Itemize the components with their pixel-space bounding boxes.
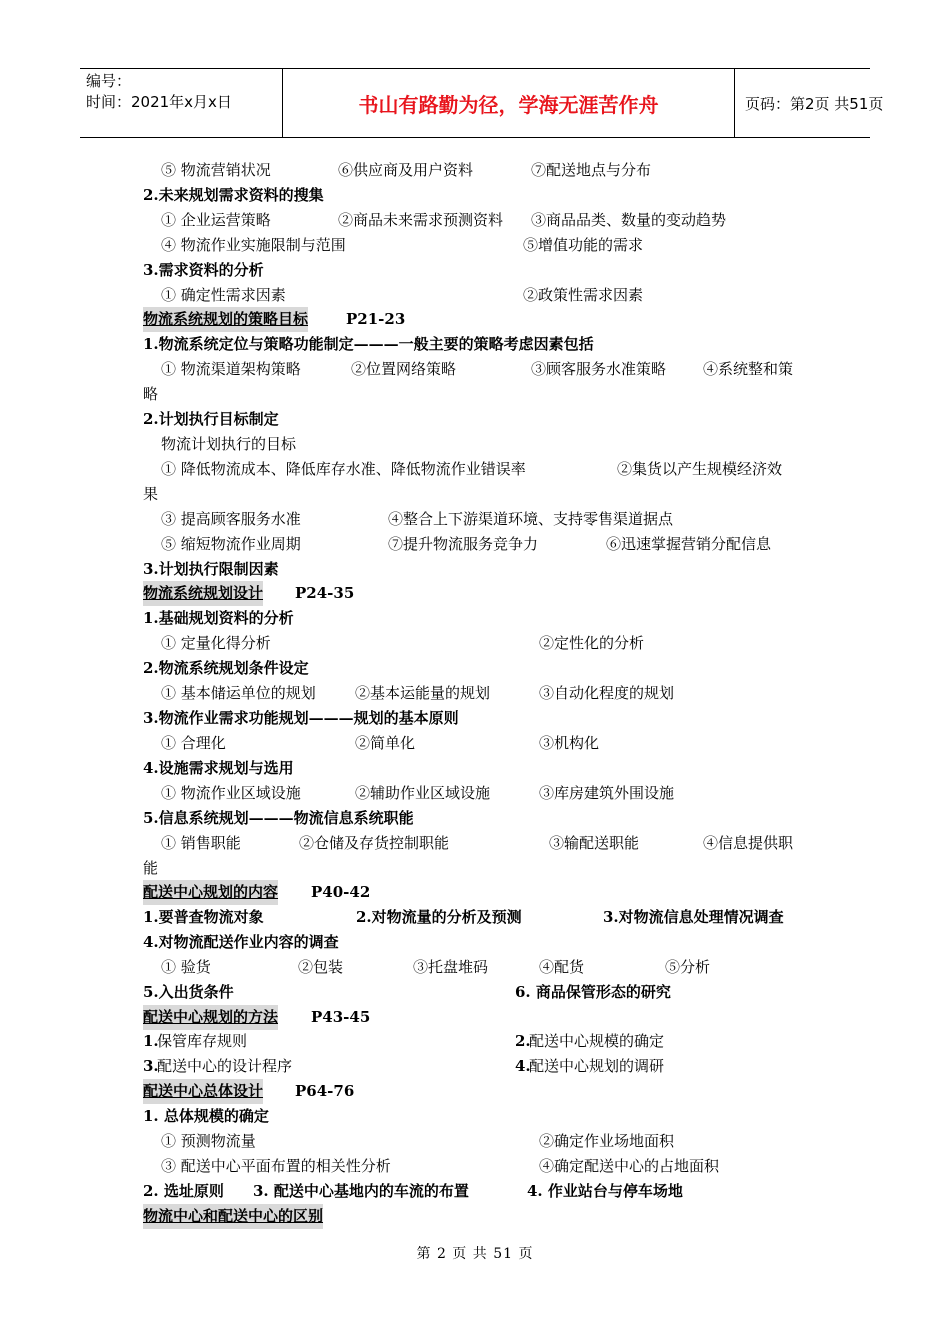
line-item: ②确定作业场地面积 (539, 1132, 675, 1150)
page-header (80, 68, 884, 138)
line-item: ④配货 (539, 958, 585, 976)
line-item: ④信息提供职 (703, 834, 794, 852)
header-left-cell (80, 69, 283, 137)
line-item: 5.入出货条件 (143, 983, 234, 1001)
page-reference: P40-42 (311, 883, 371, 901)
line-item: 3.物流作业需求功能规划———规划的基本原则 (143, 709, 459, 727)
line-item: 1.基础规划资料的分析 (143, 609, 294, 627)
line-item: ① 确定性需求因素 (161, 286, 286, 304)
line-item: ④确定配送中心的占地面积 (539, 1157, 720, 1175)
line-item: ②定性化的分析 (539, 634, 645, 652)
section-heading: 配送中心总体设计 (143, 1079, 263, 1104)
line-item: 3.对物流信息处理情况调查 (603, 908, 784, 926)
line-item: ②仓储及存货控制职能 (299, 834, 450, 852)
line-item: ④ 物流作业实施限制与范围 (161, 236, 346, 254)
line-item: 4. (515, 1057, 531, 1075)
line-item: ②辅助作业区域设施 (355, 784, 491, 802)
line-item: ① 合理化 (161, 734, 226, 752)
line-item: ②包装 (298, 958, 344, 976)
section-heading: 物流系统规划设计 (143, 581, 263, 606)
line-item: ②商品未来需求预测资料 (338, 211, 504, 229)
line-item: ③ 配送中心平面布置的相关性分析 (161, 1157, 391, 1175)
line-item: 2.未来规划需求资料的搜集 (143, 186, 324, 204)
line-item: ⑦提升物流服务竞争力 (388, 535, 539, 553)
line-item: ③自动化程度的规划 (539, 684, 675, 702)
line-item: 2.计划执行目标制定 (143, 410, 279, 428)
line-item: ③机构化 (539, 734, 600, 752)
line-item: ②简单化 (355, 734, 416, 752)
line-item: ⑤ 缩短物流作业周期 (161, 535, 301, 553)
line-item: 4.设施需求规划与选用 (143, 759, 294, 777)
line-item: ① 验货 (161, 958, 211, 976)
time-label: 时间：2021年x月x日 (86, 93, 232, 111)
line-item: 略 (143, 385, 159, 403)
line-item: ① 企业运营策略 (161, 211, 271, 229)
line-item: 物流计划执行的目标 (161, 435, 297, 453)
line-item: 2. (515, 1032, 531, 1050)
page-reference: P24-35 (295, 584, 355, 602)
line-item: ⑤分析 (665, 958, 711, 976)
line-item: ③商品品类、数量的变动趋势 (531, 211, 727, 229)
line-item: 配送中心规划的调研 (529, 1057, 665, 1075)
number-label: 编号： (86, 72, 132, 90)
line-item: 配送中心规模的确定 (529, 1032, 665, 1050)
line-item: 能 (143, 859, 159, 877)
line-item: 3.计划执行限制因素 (143, 560, 279, 578)
line-item: ⑤增值功能的需求 (523, 236, 644, 254)
line-item: ③托盘堆码 (413, 958, 489, 976)
line-item: ① 基本储运单位的规划 (161, 684, 316, 702)
section-heading: 配送中心规划的内容 (143, 880, 278, 905)
line-item: 6. 商品保管形态的研究 (515, 983, 671, 1001)
line-item: ③ 提高顾客服务水准 (161, 510, 301, 528)
section-heading: 物流中心和配送中心的区别 (143, 1204, 323, 1229)
line-item: 1.要普查物流对象 (143, 908, 264, 926)
line-item: 3. 配送中心基地内的车流的布置 (253, 1182, 469, 1200)
line-item: ⑦配送地点与分布 (531, 161, 652, 179)
line-item: 3.需求资料的分析 (143, 261, 264, 279)
line-item: ① 定量化得分析 (161, 634, 271, 652)
motto: 书山有路勤为径，学海无涯苦作舟 (283, 69, 735, 137)
page-footer: 第 2 页 共 51 页 (416, 1246, 534, 1262)
line-item: 1. 总体规模的确定 (143, 1107, 269, 1125)
line-item: ②政策性需求因素 (523, 286, 644, 304)
line-item: 保管库存规则 (157, 1032, 248, 1050)
line-item: ⑥供应商及用户资料 (338, 161, 474, 179)
line-item: ③顾客服务水准策略 (531, 360, 667, 378)
line-item: 2.对物流量的分析及预测 (356, 908, 522, 926)
line-item: 3. (143, 1057, 159, 1075)
line-item: ① 降低物流成本、降低库存水准、降低物流作业错误率 (161, 460, 526, 478)
line-item: 配送中心的设计程序 (157, 1057, 293, 1075)
line-item: 2. 选址原则 (143, 1182, 224, 1200)
line-item: ⑥迅速掌握营销分配信息 (606, 535, 772, 553)
line-item: ④系统整和策 (703, 360, 794, 378)
page-reference: P43-45 (311, 1008, 371, 1026)
line-item: ⑤ 物流营销状况 (161, 161, 271, 179)
line-item: 果 (143, 485, 159, 503)
line-item: ②位置网络策略 (351, 360, 457, 378)
page-reference: P64-76 (295, 1082, 355, 1100)
line-item: ① 预测物流量 (161, 1132, 256, 1150)
line-item: ③库房建筑外围设施 (539, 784, 675, 802)
line-item: ① 销售职能 (161, 834, 241, 852)
section-heading: 配送中心规划的方法 (143, 1005, 278, 1030)
page-info: 页码：第2页 共51页 (745, 94, 884, 113)
page-reference: P21-23 (346, 310, 406, 328)
section-heading: 物流系统规划的策略目标 (143, 307, 308, 332)
line-item: ④整合上下游渠道环境、支持零售渠道据点 (388, 510, 674, 528)
line-item: 1. (143, 1032, 159, 1050)
line-item: ③输配送职能 (549, 834, 640, 852)
line-item: ②集货以产生规模经济效 (617, 460, 783, 478)
line-item: 1.物流系统定位与策略功能制定———一般主要的策略考虑因素包括 (143, 335, 594, 353)
line-item: 2.物流系统规划条件设定 (143, 659, 309, 677)
line-item: ① 物流作业区域设施 (161, 784, 301, 802)
line-item: 4.对物流配送作业内容的调查 (143, 933, 339, 951)
line-item: 5.信息系统规划———物流信息系统职能 (143, 809, 414, 827)
line-item: ②基本运能量的规划 (355, 684, 491, 702)
line-item: 4. 作业站台与停车场地 (527, 1182, 683, 1200)
line-item: ① 物流渠道架构策略 (161, 360, 301, 378)
